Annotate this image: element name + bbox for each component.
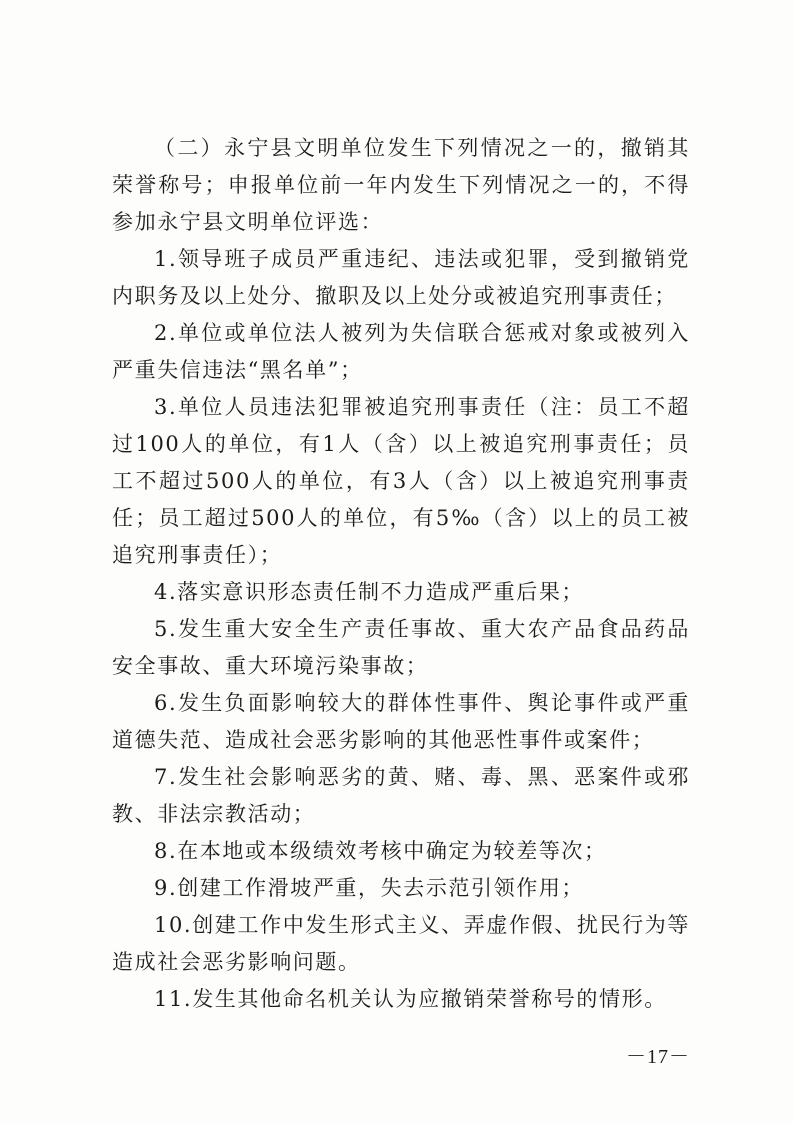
list-item-3: 3.单位人员违法犯罪被追究刑事责任（注：员工不超过100人的单位，有1人（含）以上被追究刑事责任；员工不超过500人的单位，有3人（含）以上被追究刑事责任；员工超过500人的单位，有5‰（含）以上的员工被追究刑事责任）； bbox=[112, 395, 690, 567]
list-item-5: 5.发生重大安全生产责任事故、重大农产品食品药品安全事故、重大环境污染事故； bbox=[112, 617, 690, 678]
list-item-11: 11.发生其他命名机关认为应撤销荣誉称号的情形。 bbox=[154, 987, 667, 1011]
list-item-1: 1.领导班子成员严重违纪、违法或犯罪，受到撤销党内职务及以上处分、撤职及以上处分或被追究刑事责任； bbox=[112, 247, 690, 308]
page-number: －17－ bbox=[626, 1046, 690, 1068]
intro-paragraph: （二）永宁县文明单位发生下列情况之一的，撤销其荣誉称号；申报单位前一年内发生下列情况之一的，不得参加永宁县文明单位评选： bbox=[112, 136, 690, 234]
list-item-9: 9.创建工作滑坡严重，失去示范引领作用； bbox=[154, 876, 585, 900]
list-item-6: 6.发生负面影响较大的群体性事件、舆论事件或严重道德失范、造成社会恶劣影响的其他恶性事件或案件； bbox=[112, 691, 690, 752]
list-item-10: 10.创建工作中发生形式主义、弄虚作假、扰民行为等造成社会恶劣影响问题。 bbox=[112, 913, 690, 974]
list-item-8: 8.在本地或本级绩效考核中确定为较差等次； bbox=[154, 839, 607, 863]
list-item-4: 4.落实意识形态责任制不力造成严重后果； bbox=[154, 580, 585, 604]
list-item-7: 7.发生社会影响恶劣的黄、赌、毒、黑、恶案件或邪教、非法宗教活动； bbox=[112, 765, 690, 826]
list-item-2: 2.单位或单位法人被列为失信联合惩戒对象或被列入严重失信违法“黑名单”； bbox=[112, 321, 690, 382]
document-body bbox=[112, 130, 690, 1018]
